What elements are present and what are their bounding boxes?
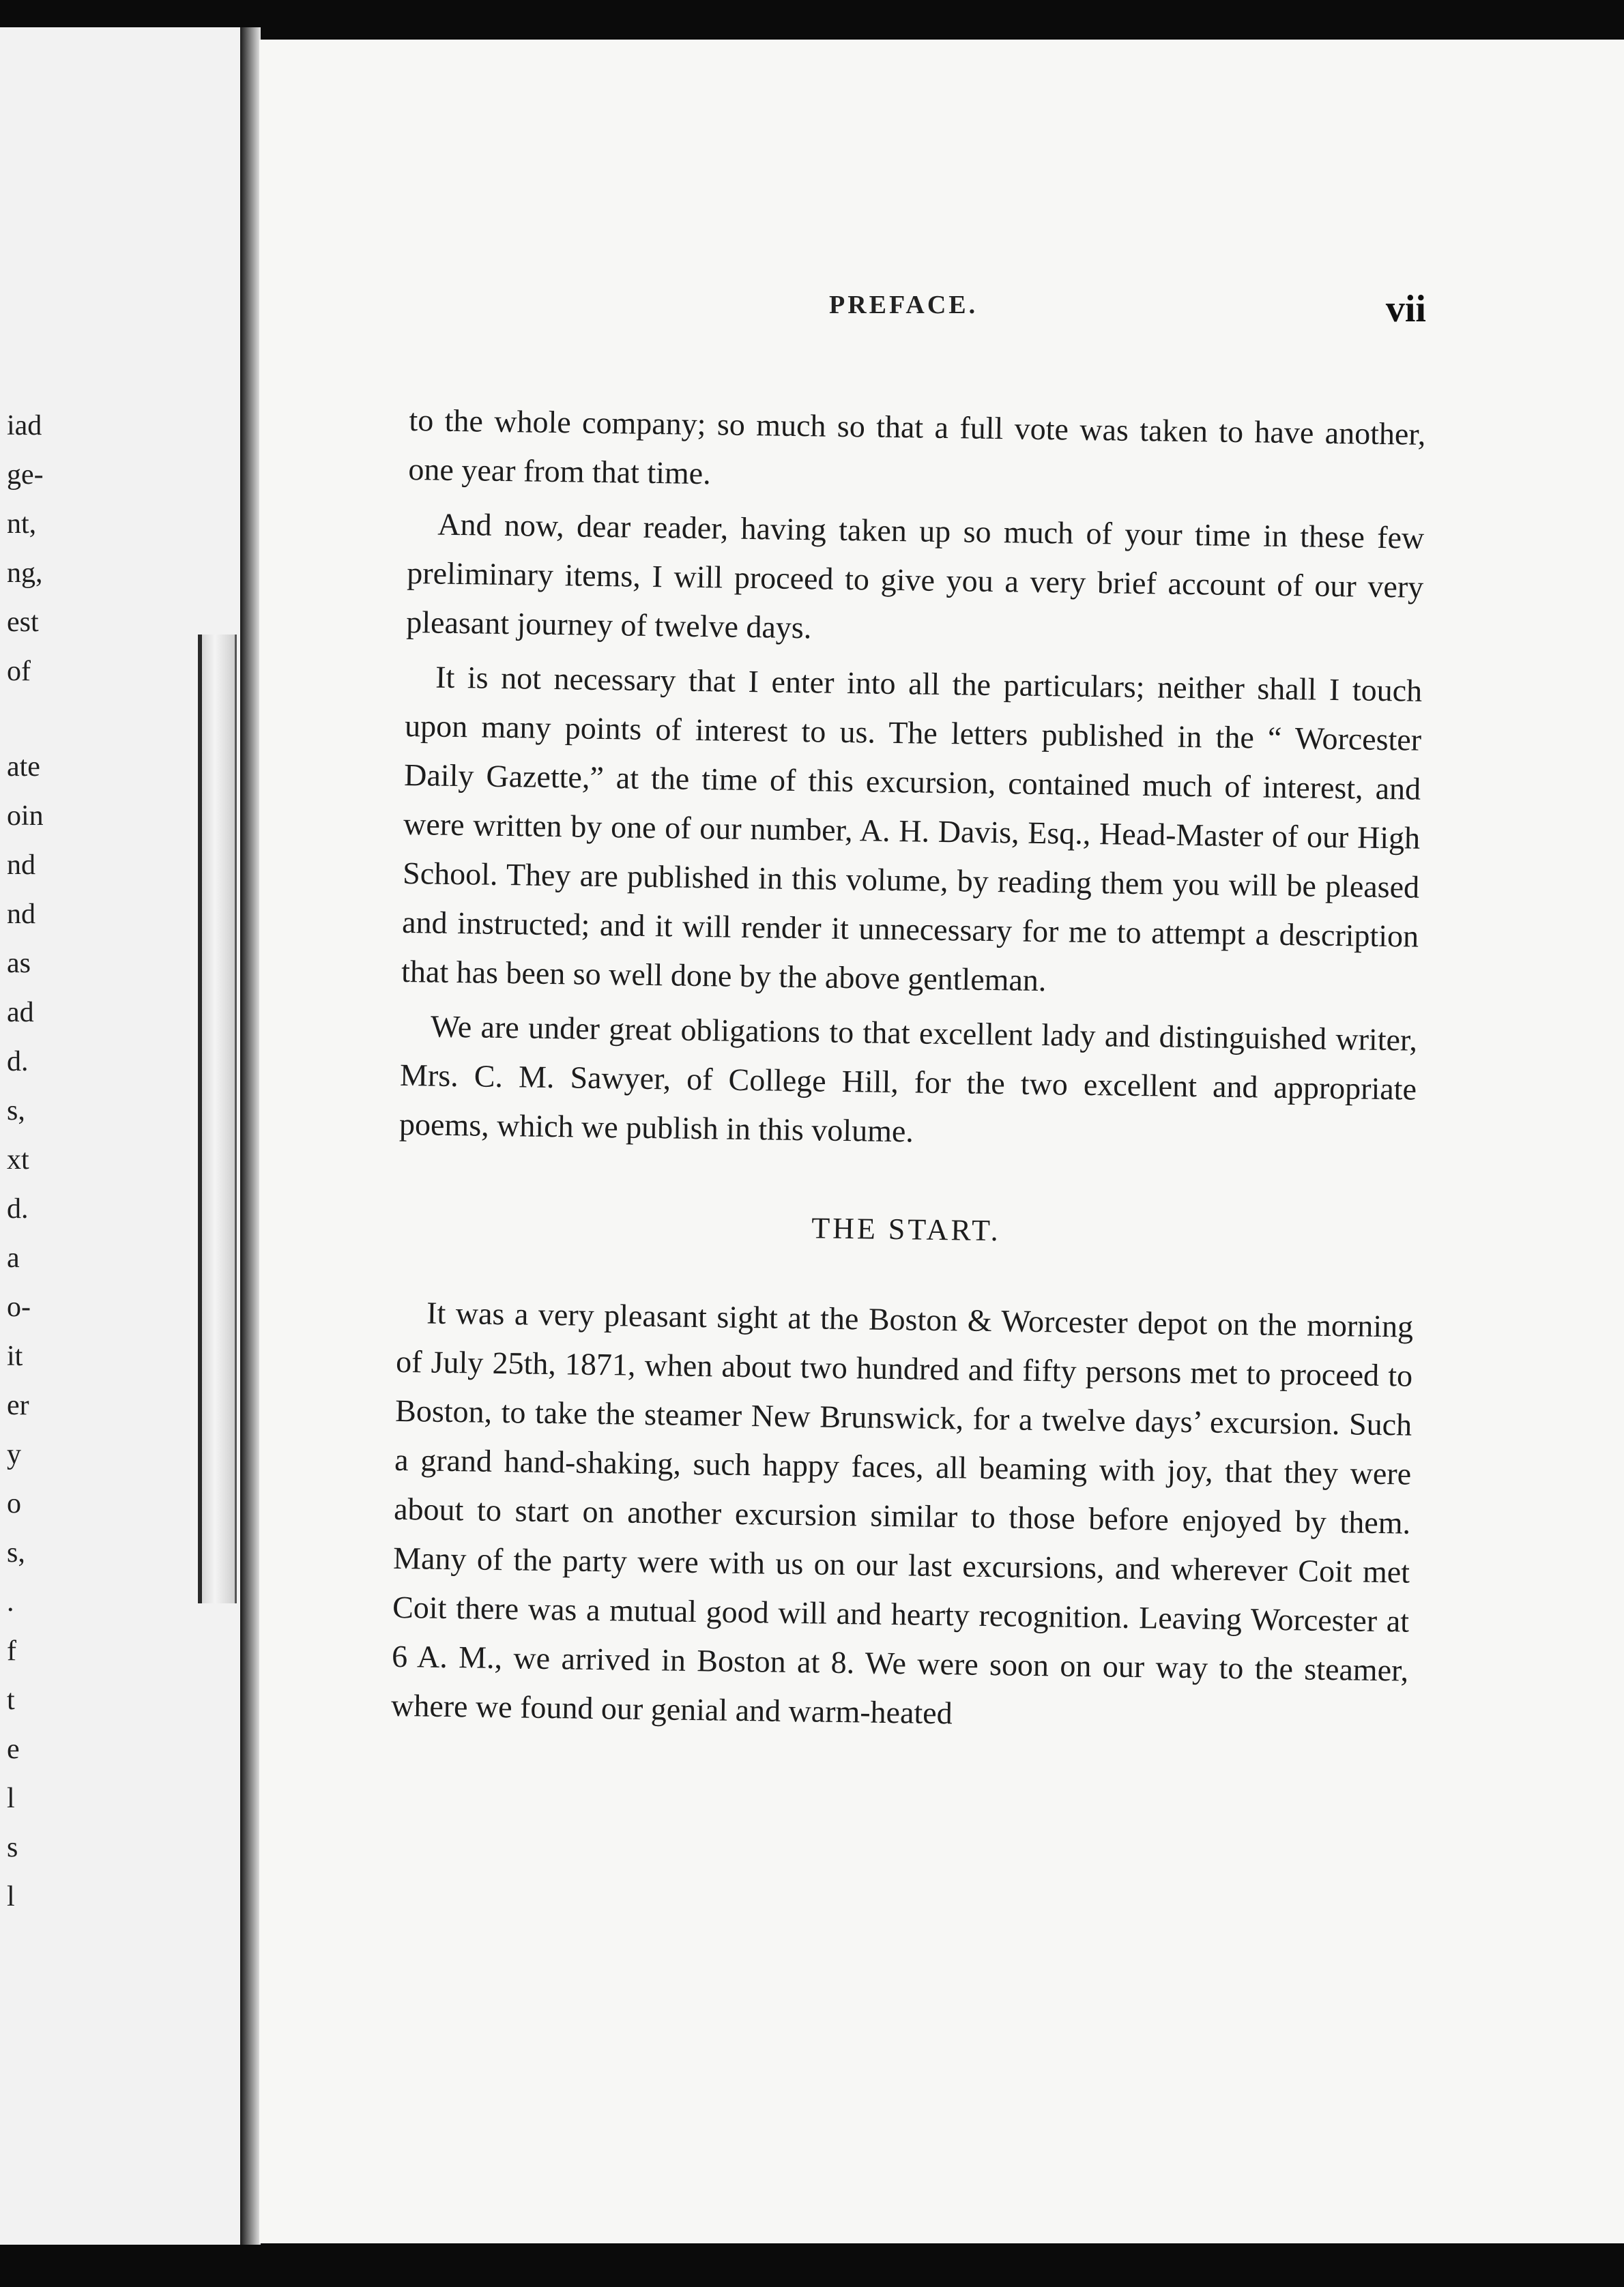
gutter-shadow xyxy=(240,27,261,2245)
paragraph: We are under great obligations to that excellent lady and distinguished writer, Mrs. C. M. Sawyer, of College Hill, for the two excellent and appropriate poems, which we publish in this volume. xyxy=(398,1008,1418,1149)
left-fragment: . xyxy=(7,1586,14,1618)
left-fragment: a xyxy=(7,1242,20,1274)
left-fragment: o xyxy=(7,1488,21,1519)
left-fragment: er xyxy=(7,1390,29,1421)
left-fragment: ge- xyxy=(7,459,44,491)
left-fragment: t xyxy=(7,1685,15,1716)
left-fragment: as xyxy=(7,948,31,979)
left-fragment: xt xyxy=(7,1144,29,1176)
body-text xyxy=(391,396,1426,1750)
page-header xyxy=(573,290,1426,338)
left-fragment: ate xyxy=(7,751,40,783)
paragraph: And now, dear reader, having taken up so much of your time in these few preliminary items, I will proceed to give you a very brief account of our very pleasant journey of twelve days. xyxy=(406,506,1425,645)
running-head: PREFACE. xyxy=(829,291,978,319)
left-fragment: est xyxy=(7,607,39,638)
left-fragment: e xyxy=(7,1734,20,1765)
left-fragment: ad xyxy=(7,997,34,1028)
left-fragment: s xyxy=(7,1832,18,1863)
scan-border xyxy=(0,2245,1624,2287)
left-fragment: ng, xyxy=(7,557,43,589)
section-title: THE START. xyxy=(811,1211,1002,1248)
left-fragment: oin xyxy=(7,800,44,832)
left-fragment: s, xyxy=(7,1537,25,1569)
paragraph: It is not necessary that I enter into all the particulars; neither shall I touch upon many points of interest to us. The letters published in the “ Worcester Daily Gazette,” at the time of this excursion, contained much of interest, and were written by one of our number, A. H. Davis, Esq., Head-Master of our High School. They are published in this volume, by reading them you will be pleased and instructed; and it will render it unnecessary for me to attempt a description that has been so well done by the above gentleman. xyxy=(401,659,1423,998)
left-fragment: y xyxy=(7,1439,21,1470)
left-fragment: l xyxy=(7,1783,15,1814)
left-fragment: d. xyxy=(7,1046,29,1077)
left-fragment: nd xyxy=(7,899,35,930)
book-binding-thread xyxy=(198,635,237,1603)
left-fragment: nt, xyxy=(7,508,37,540)
left-fragment: iad xyxy=(7,410,42,441)
paragraph: to the whole company; so much so that a full vote was taken to have another, one year from that time. xyxy=(408,402,1426,491)
left-fragment: s, xyxy=(7,1095,25,1126)
left-fragment: it xyxy=(7,1341,23,1372)
left-fragment: d. xyxy=(7,1193,29,1225)
left-fragment: f xyxy=(7,1635,16,1667)
left-fragment: of xyxy=(7,656,31,687)
left-fragment: o- xyxy=(7,1292,31,1323)
page-number: vii xyxy=(1385,288,1426,330)
left-fragment: nd xyxy=(7,849,35,881)
paragraph: It was a very pleasant sight at the Boston & Worcester depot on the morning of July 25th, 1871, when about two hundred and fifty persons met to proceed to Boston, to take the steamer New Brunswick, for a twelve days’ excursion. Such a grand hand-shaking, such happy faces, all beaming with joy, that they were about to start on another excursion similar to those before enjoyed by them. Many of the party were with us on our last excursions, and wherever Coit met Coit there was a mutual good will and hearty recognition. Leaving Worcester at 6 A. M., we arrived in Boston at 8. We were soon on our way to the steamer, where we found our genial and warm-heated xyxy=(390,1295,1414,1731)
left-fragment: l xyxy=(7,1881,15,1912)
